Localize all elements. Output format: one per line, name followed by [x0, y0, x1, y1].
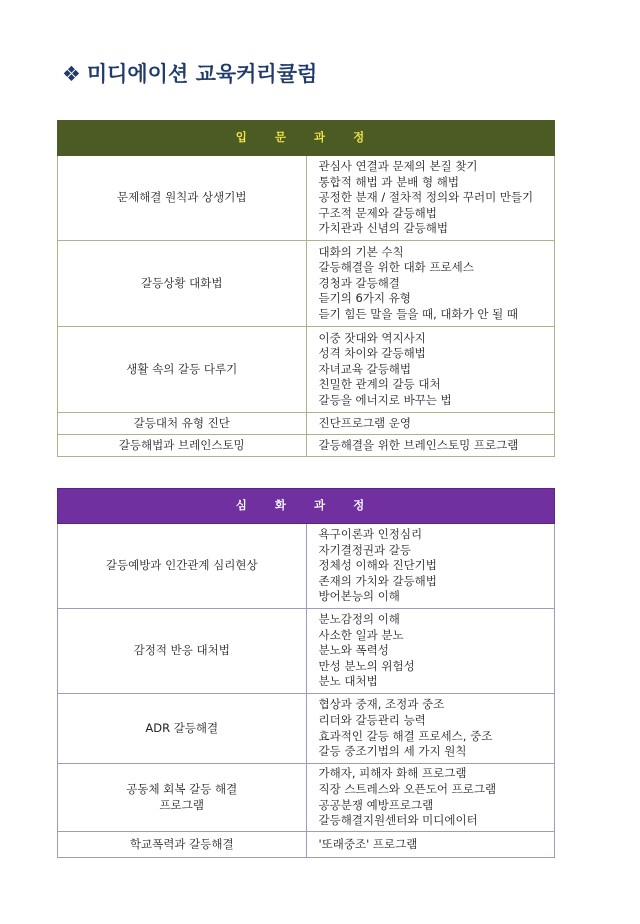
topic-item: 사소한 일과 분노 [318, 627, 404, 642]
course-topics [306, 413, 555, 435]
topic-item: 분노 대처법 [318, 674, 378, 689]
course-topics [306, 327, 555, 413]
table-row [58, 694, 555, 764]
topic-item: 협상과 중재, 조정과 중조 [318, 697, 445, 712]
course-name: 공동체 회복 갈등 해결 프로그램 [58, 764, 307, 832]
course-topics [306, 156, 555, 241]
table-row [58, 435, 555, 457]
table-row [58, 609, 555, 694]
topic-item: 분노감정의 이해 [318, 612, 400, 627]
page-title-text: 미디에이션 교육커리큘럼 [86, 62, 318, 86]
topic-item: 공정한 분재 / 절차적 정의와 꾸러미 만들기 [318, 190, 534, 205]
course-name: ADR 갈등해결 [58, 694, 307, 764]
topic-item: '또래중조' 프로그램 [318, 836, 418, 851]
table-row [58, 413, 555, 435]
course-topics [306, 241, 555, 327]
course-name: 생활 속의 갈등 다루기 [58, 327, 307, 413]
table-row [58, 524, 555, 609]
course-name: 갈등대처 유형 진단 [58, 413, 307, 435]
topic-item: 가해자, 피해자 화해 프로그램 [318, 766, 467, 781]
topic-item: 통합적 해법 과 분배 형 해법 [318, 174, 459, 189]
course-name: 갈등상황 대화법 [58, 241, 307, 327]
course-topics [306, 524, 555, 609]
diamond-bullet-icon: ❖ [62, 62, 81, 86]
topic-item: 갈등해결을 위한 브레인스토밍 프로그램 [318, 437, 519, 452]
topic-item: 듣기 힘든 말을 들을 때, 대화가 안 될 때 [318, 306, 519, 321]
course-name: 감정적 반응 대처법 [58, 609, 307, 694]
topic-item: 효과적인 갈등 해결 프로세스, 중조 [318, 728, 493, 743]
course-topics [306, 435, 555, 457]
intro-course-table [57, 120, 555, 457]
topic-item: 구조적 문제와 갈등해법 [318, 205, 437, 220]
table-row [58, 241, 555, 327]
topic-item: 갈등 중조기법의 세 가지 원칙 [318, 744, 467, 759]
topic-item: 갈등을 에너지로 바꾸는 법 [318, 392, 452, 407]
course-topics [306, 832, 555, 858]
topic-item: 욕구이론과 인정심리 [318, 527, 423, 542]
course-name: 갈등예방과 인간관계 심리현상 [58, 524, 307, 609]
topic-item: 경청과 갈등해결 [318, 275, 400, 290]
table-row [58, 156, 555, 241]
topic-item: 존재의 가치와 갈등해법 [318, 573, 437, 588]
topic-item: 가치관과 신념의 갈등해법 [318, 221, 449, 236]
intro-course-header: 입 문 과 정 [58, 121, 555, 156]
table-row [58, 327, 555, 413]
topic-item: 이중 잣대와 역지사지 [318, 330, 426, 345]
topic-item: 자기결정권과 갈등 [318, 542, 412, 557]
topic-item: 성격 차이와 갈등해법 [318, 346, 426, 361]
page-title [62, 58, 317, 88]
course-name: 문제해결 원칙과 상생기법 [58, 156, 307, 241]
topic-item: 직장 스트레스와 오픈도어 프로그램 [318, 781, 497, 796]
topic-item: 공공분쟁 예방프로그램 [318, 797, 434, 812]
topic-item: 듣기의 6가지 유형 [318, 291, 411, 306]
advanced-course-header: 심 화 과 정 [58, 489, 555, 524]
topic-item: 갈등해결지원센터와 미디에이터 [318, 813, 478, 828]
topic-item: 방어본능의 이해 [318, 589, 400, 604]
course-topics [306, 764, 555, 832]
topic-item: 정체성 이해와 진단기법 [318, 558, 437, 573]
advanced-course-table [57, 488, 555, 858]
topic-item: 관심사 연결과 문제의 본질 찾기 [318, 159, 478, 174]
topic-item: 자녀교육 갈등해법 [318, 361, 412, 376]
topic-item: 갈등해결을 위한 대화 프로세스 [318, 260, 474, 275]
topic-item: 친밀한 관계의 갈등 대처 [318, 377, 441, 392]
topic-item: 분노와 폭력성 [318, 643, 389, 658]
table-row [58, 832, 555, 858]
table-row [58, 764, 555, 832]
course-topics [306, 694, 555, 764]
topic-item: 리더와 갈등관리 능력 [318, 712, 426, 727]
topic-item: 만성 분노의 위험성 [318, 658, 415, 673]
course-name: 학교폭력과 갈등해결 [58, 832, 307, 858]
topic-item: 진단프로그램 운영 [318, 415, 412, 430]
course-topics [306, 609, 555, 694]
course-name: 갈등해법과 브레인스토밍 [58, 435, 307, 457]
topic-item: 대화의 기본 수칙 [318, 244, 404, 259]
